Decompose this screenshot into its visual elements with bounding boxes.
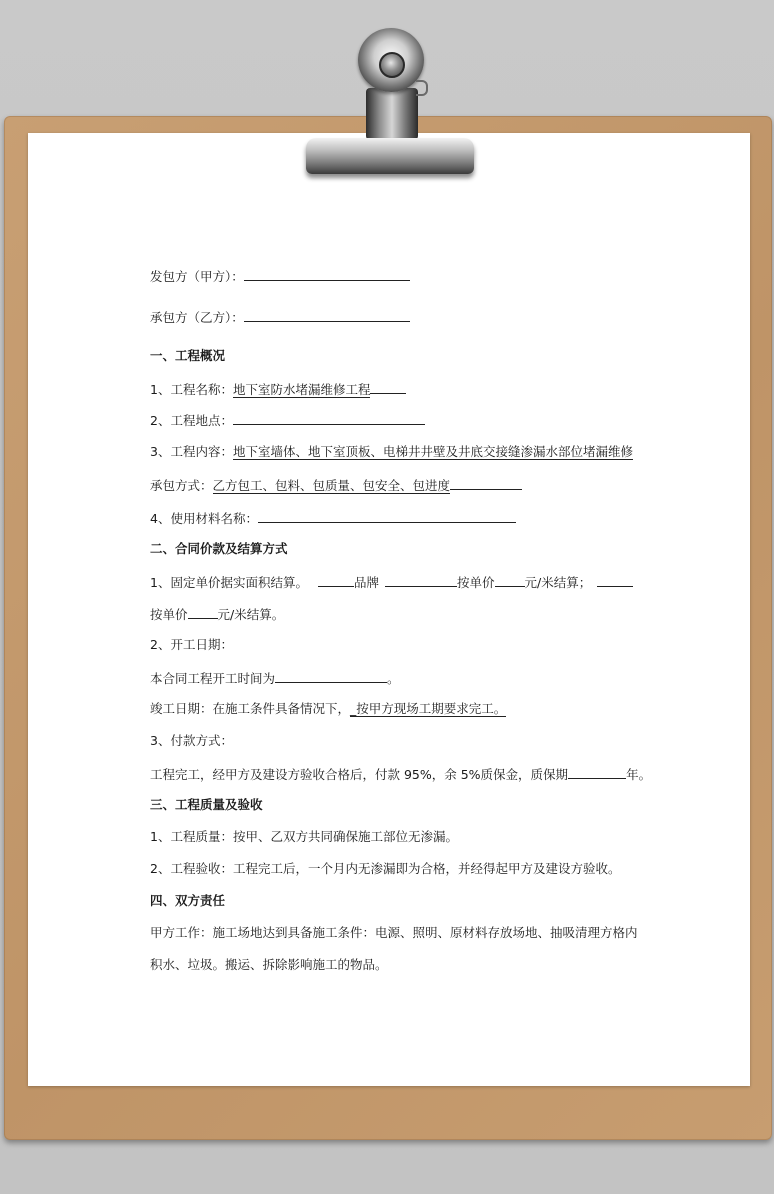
- project-location-blank: [233, 410, 425, 425]
- start-date-blank: [275, 668, 387, 683]
- payment-text: 工程完工，经甲方及建设方验收合格后，付款 95%，余 5%质保金，质保期: [150, 767, 569, 782]
- materials-line: [150, 508, 516, 528]
- section-4-heading: 四、双方责任: [150, 893, 226, 908]
- quality-line: 1、工程质量：按甲、乙双方共同确保施工部位无渗漏。: [150, 829, 458, 844]
- price-line: [150, 572, 633, 592]
- section-2-heading: 二、合同价款及结算方式: [150, 541, 288, 556]
- section-3-heading: 三、工程质量及验收: [150, 797, 263, 812]
- party-b-label: 承包方（乙方）：: [150, 310, 244, 325]
- start-date-end: 。: [387, 671, 400, 686]
- finish-date-line: [150, 700, 506, 718]
- clip-neck: [366, 88, 418, 140]
- project-location-line: [150, 410, 425, 430]
- duty-line-1: 甲方工作：施工场地达到具备施工条件：电源、照明、原材料存放场地、抽吸清理方格内: [150, 925, 638, 940]
- brand-blank: [385, 572, 457, 587]
- price-text-4: 元/米结算；: [524, 575, 592, 590]
- section-1-heading: 一、工程概况: [150, 348, 226, 363]
- project-content-value: 地下室墙体、地下室顶板、电梯井井壁及井底交接缝渗漏水部位堵漏维修: [232, 444, 633, 459]
- project-content-line: [150, 443, 633, 461]
- price-text-1: 1、固定单价据实面积结算。: [150, 575, 308, 590]
- price-text-3: 按单价: [456, 575, 495, 590]
- payment-end: 年。: [626, 767, 652, 782]
- party-a-line: [150, 266, 410, 286]
- finish-date-value: _按甲方现场工期要求完工。: [350, 701, 507, 716]
- unit-price-blank-2: [188, 604, 218, 619]
- price2-text-2: 元/米结算。: [217, 607, 285, 622]
- materials-label: 4、使用材料名称：: [150, 511, 258, 526]
- duty-line-2: 积水、垃圾。搬运、拆除影响施工的物品。: [150, 957, 388, 972]
- contract-mode-line: [150, 475, 522, 495]
- warranty-blank: [568, 764, 626, 779]
- price2-text-1: 按单价: [150, 607, 188, 622]
- party-a-blank: [244, 266, 410, 281]
- price-line-2: [150, 604, 284, 624]
- project-name-line: [150, 379, 406, 399]
- payment-label: 3、付款方式：: [150, 733, 233, 748]
- project-name-value: 地下室防水堵漏维修工程: [232, 382, 371, 397]
- materials-blank: [258, 508, 516, 523]
- price-blank-1: [318, 572, 354, 587]
- start-date-label: 2、开工日期：: [150, 637, 233, 652]
- start-date-line: [150, 668, 400, 688]
- party-b-blank: [244, 307, 410, 322]
- payment-line: [150, 764, 651, 784]
- clipboard-clip-icon: [306, 138, 474, 174]
- contract-mode-value: 乙方包工、包料、包质量、包安全、包进度: [212, 478, 451, 493]
- clip-wire: [416, 80, 428, 96]
- party-b-line: [150, 307, 410, 327]
- price-text-2: 品牌: [353, 575, 379, 590]
- contract-mode-blank: [450, 475, 522, 490]
- project-name-label: 1、工程名称：: [150, 382, 233, 397]
- unit-price-blank-1: [495, 572, 525, 587]
- party-a-label: 发包方（甲方）：: [150, 269, 244, 284]
- start-date-text: 本合同工程开工时间为: [150, 671, 276, 686]
- project-name-blank: [370, 379, 406, 394]
- project-location-label: 2、工程地点：: [150, 413, 233, 428]
- finish-date-text: 竣工日期：在施工条件具备情况下，: [150, 701, 351, 716]
- contract-mode-label: 承包方式：: [150, 478, 213, 493]
- acceptance-line: 2、工程验收：工程完工后，一个月内无渗漏即为合格，并经得起甲方及建设方验收。: [150, 861, 621, 876]
- clip-hole: [379, 52, 405, 78]
- project-content-label: 3、工程内容：: [150, 444, 233, 459]
- price-blank-2: [597, 572, 633, 587]
